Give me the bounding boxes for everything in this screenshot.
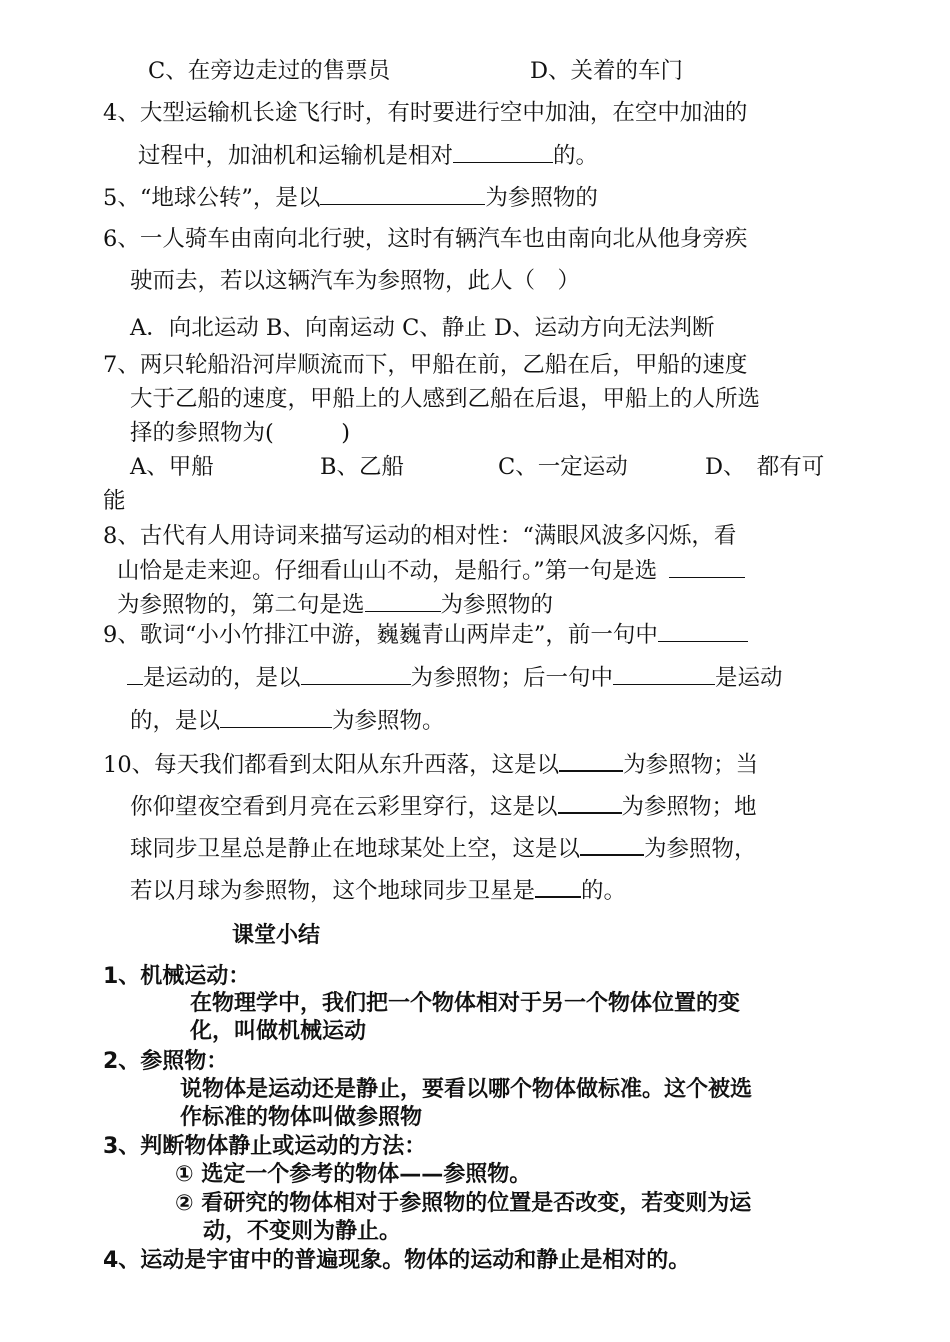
q10-answer-blank-2[interactable] [558,790,622,814]
q7-option-b: B、乙船 [320,454,405,480]
q6-options: A．向北运动 B、向南运动 C、静止 D、运动方向无法判断 [130,315,715,341]
q3-option-d: D、关着的车门 [530,58,684,84]
q7-line3: 择的参照物为( ) [130,420,351,446]
q7-option-d: D、 都有可 [705,454,825,480]
summary-2-title: 2、参照物： [103,1049,229,1074]
q8-answer-blank-2[interactable] [365,589,441,612]
summary-3-title: 3、判断物体静止或运动的方法： [103,1134,427,1159]
summary-2-line2: 作标准的物体叫做参照物 [180,1105,423,1130]
q6-line1: 6、一人骑车由南向北行驶，这时有辆汽车也由南向北从他身旁疾 [103,226,748,252]
q10-answer-blank-1[interactable] [559,748,623,772]
q5-line: 5、“地球公转”，是以 为参照物的 [103,182,598,213]
q10-line4: 若以月球为参照物，这个地球同步卫星是 的。 [130,874,626,906]
q10-line3: 球同步卫星总是静止在地球某处上空，这是以 为参照物， [130,832,757,864]
summary-3-item2-line2: 动，不变则为静止。 [203,1219,402,1244]
summary-4: 4、运动是宇宙中的普遍现象。物体的运动和静止是相对的。 [103,1248,691,1273]
q9-line3: 的，是以 为参照物。 [130,705,445,736]
q4-answer-blank[interactable] [453,140,553,163]
summary-2-line1: 说物体是运动还是静止，要看以哪个物体做标准。这个被选 [180,1077,753,1102]
q10-answer-blank-4[interactable] [535,874,581,898]
summary-title: 课堂小结 [232,923,321,948]
q7-line2: 大于乙船的速度，甲船上的人感到乙船在后退，甲船上的人所选 [130,386,761,412]
q9-line2: 是运动的，是以 为参照物；后一句中 是运动 [127,662,783,693]
q10-line1: 10、每天我们都看到太阳从东升西落，这是以 为参照物；当 [103,748,758,780]
q6-line2: 驶而去，若以这辆汽车为参照物，此人（ ） [130,268,581,294]
summary-1-title: 1、机械运动： [103,964,251,989]
q9-answer-blank-2[interactable] [301,662,411,685]
q3-option-c: C、在旁边走过的售票员 [148,58,391,84]
q8-line2: 山恰是走来迎。仔细看山山不动，是船行。”第一句是选 [117,555,745,586]
q4-line2: 过程中，加油机和运输机是相对 的。 [138,140,598,171]
q9-answer-blank-3[interactable] [613,662,715,685]
summary-1-line2: 化，叫做机械运动 [190,1019,367,1044]
summary-3-item1: ① 选定一个参考的物体——参照物。 [175,1162,532,1187]
q9-line1: 9、歌词“小小竹排江中游，巍巍青山两岸走”，前一句中 [103,619,748,650]
q7-line1: 7、两只轮船沿河岸顺流而下，甲船在前，乙船在后，甲船的速度 [103,352,748,378]
q7-option-d-cont: 能 [103,488,126,514]
q8-line1: 8、古代有人用诗词来描写运动的相对性：“满眼风波多闪烁，看 [103,523,737,549]
q7-option-a: A、甲船 [130,454,214,480]
summary-1-line1: 在物理学中，我们把一个物体相对于另一个物体位置的变 [190,991,741,1016]
q10-line2: 你仰望夜空看到月亮在云彩里穿行，这是以 为参照物；地 [130,790,757,822]
summary-3-item2-line1: ② 看研究的物体相对于参照物的位置是否改变，若变则为运 [175,1191,752,1216]
q7-option-c: C、一定运动 [498,454,628,480]
q9-answer-blank-4[interactable] [220,705,332,728]
q8-line3: 为参照物的，第二句是选 为参照物的 [117,589,553,620]
q8-answer-blank-1[interactable] [669,555,745,578]
q10-answer-blank-3[interactable] [580,832,644,856]
q9-answer-blank-1[interactable] [658,619,748,642]
q4-line1: 4、大型运输机长途飞行时，有时要进行空中加油，在空中加油的 [103,100,748,126]
q5-answer-blank[interactable] [320,182,485,205]
q9-blank-tail [127,662,143,685]
